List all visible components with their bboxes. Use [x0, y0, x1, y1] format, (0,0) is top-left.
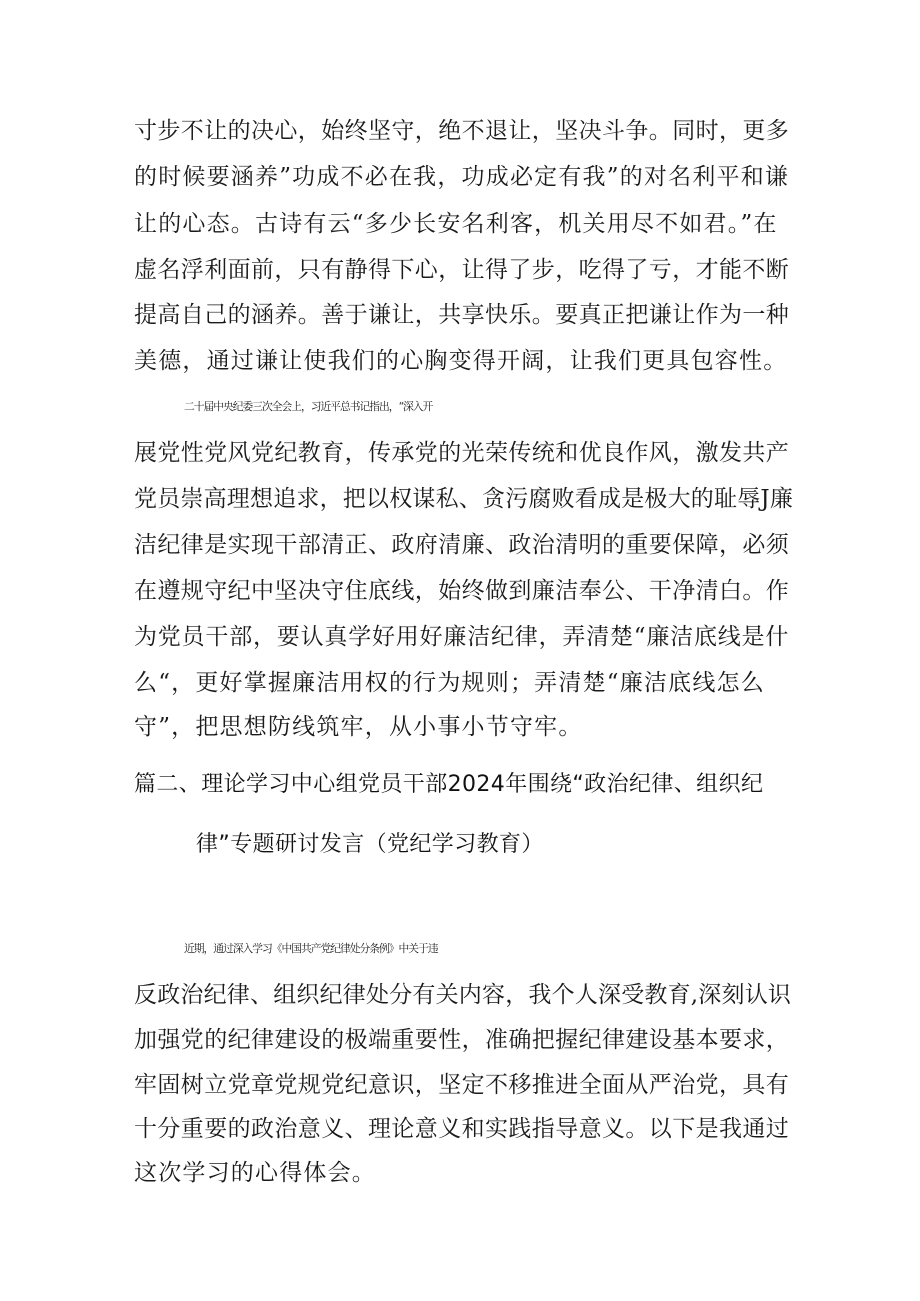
paragraph-line: 虚名浮利面前，只有静得下心，让得了步，吃得了亏，才能不断	[134, 257, 790, 283]
paragraph-line: 提高自己的涵养。善于谦让，共享快乐。要真正把谦让作为一种	[134, 302, 790, 328]
paragraph-line: 守”，把思想防线筑牢，从小事小节守牢。	[134, 714, 583, 740]
paragraph-line: 寸步不让的决心，始终坚守，绝不退让，坚决斗争。同时，更多	[134, 118, 790, 144]
paragraph-line: 二十届中央纪委三次全会上，习近平总书记指出，“深入开	[184, 400, 433, 413]
paragraph-line: 这次学习的心得体会。	[134, 1160, 376, 1186]
paragraph-line: 党员崇高理想追求，把以权谋私、贪污腐败看成是极大的耻辱J廉	[134, 486, 794, 512]
paragraph-line: 牢固树立党章党规党纪意识，坚定不移推进全面从严治党，具有	[134, 1072, 790, 1098]
paragraph-line: 洁纪律是实现干部清正、政府清廉、政治清明的重要保障，必须	[134, 532, 790, 558]
paragraph-line: 让的心态。古诗有云“多少长安名利客，机关用尽不如君。”在	[134, 211, 778, 237]
paragraph-line: 的时候要涵养”功成不必在我，功成必定有我”的对名利平和谦	[134, 164, 790, 190]
paragraph-line: 展党性党风党纪教育，传承党的光荣传统和优良作风，激发共产	[134, 440, 790, 466]
paragraph-line: 美德，通过谦让使我们的心胸变得开阔，让我们更具包容性。	[134, 348, 788, 374]
paragraph-line: 十分重要的政治意义、理论意义和实践指导意义。以下是我通过	[134, 1116, 790, 1142]
paragraph-line: 加强党的纪律建设的极端重要性，准确把握纪律建设基本要求，	[134, 1027, 790, 1053]
paragraph-line: 为党员干部，要认真学好用好廉洁纪律，弄清楚“廉洁底线是什	[134, 624, 790, 650]
section-heading-line-2: 律”专题研讨发言（党纪学习教育）	[196, 832, 544, 857]
section-heading-line-1: 篇二、理论学习中心组党员干部2024年围绕“政治纪律、组织纪	[134, 772, 764, 797]
paragraph-line: 么“，更好掌握廉洁用权的行为规则；弄清楚“廉洁底线怎么	[134, 670, 765, 696]
paragraph-line: 反政治纪律、组织纪律处分有关内容，我个人深受教育,深刻认识	[134, 982, 792, 1008]
paragraph-line: 在遵规守纪中坚决守住底线，始终做到廉洁奉公、干净清白。作	[134, 578, 790, 604]
paragraph-line: 近期，通过深入学习《中国共产党纪律处分条例》中关于违	[184, 942, 438, 955]
